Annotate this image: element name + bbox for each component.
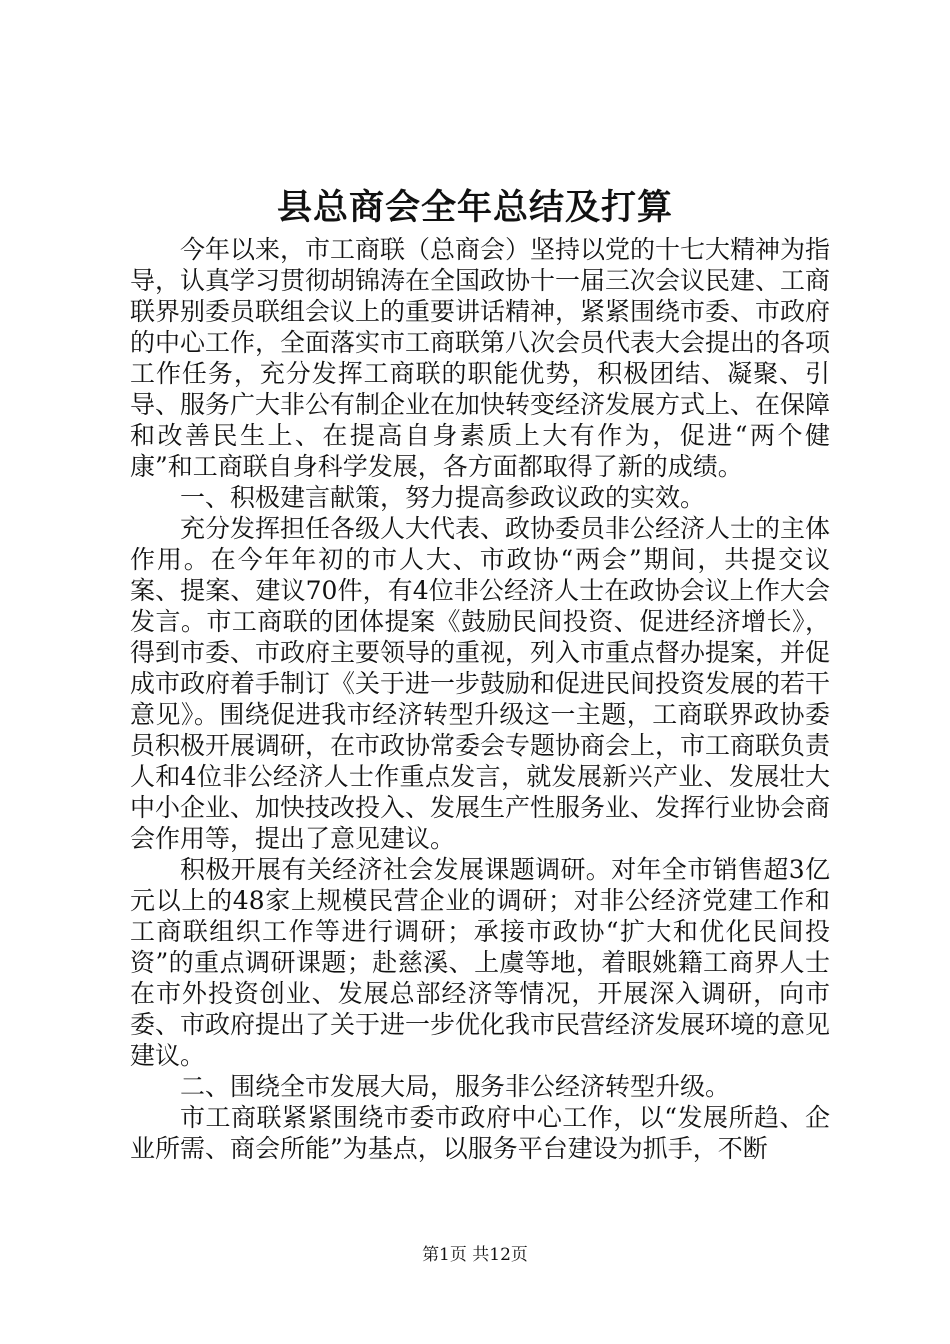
document-title: 县总商会全年总结及打算 [276,187,673,228]
paragraph-section-2-a: 市工商联紧紧围绕市委市政府中心工作，以“发展所趋、企业所需、商会所能”为基点，以服务平台建设为抓手，不断 [130,1103,830,1163]
section-heading-2: 二、围绕全市发展大局，服务非公经济转型升级。 [180,1072,731,1101]
paragraph-section-1-b: 积极开展有关经济社会发展课题调研。对年全市销售超3亿元以上的48家上规模民营企业的调研；对非公经济党建工作和工商联组织工作等进行调研；承接市政协“扩大和优化民间投资”的重点调研课题；赴慈溪、上虞等地，着眼姚籍工商界人士在市外投资创业、发展总部经济等情况，开展深入调研，向市委、市政府提出了关于进一步优化我市民营经济发展环境的意见建议。 [130,855,831,1070]
paragraph-intro: 今年以来，市工商联（总商会）坚持以党的十七大精神为指导，认真学习贯彻胡锦涛在全国政协十一届三次会议民建、工商联界别委员联组会议上的重要讲话精神，紧紧围绕市委、市政府的中心工作，全面落实市工商联第八次会员代表大会提出的各项工作任务，充分发挥工商联的职能优势，积极团结、凝聚、引导、服务广大非公有制企业在加快转变经济发展方式上、在保障和改善民生上、在提高自身素质上大有作为，促进“两个健康”和工商联自身科学发展，各方面都取得了新的成绩。 [130,235,831,481]
document-body [130,234,830,1164]
section-heading-1: 一、积极建言献策，努力提高参政议政的实效。 [180,483,706,512]
paragraph-section-1-a: 充分发挥担任各级人大代表、政协委员非公经济人士的主体作用。在今年年初的市人大、市政协“两会”期间，共提交议案、提案、建议70件，有4位非公经济人士在政协会议上作大会发言。市工商联的团体提案《鼓励民间投资、促进经济增长》，得到市委、市政府主要领导的重视，列入市重点督办提案，并促成市政府着手制订《关于进一步鼓励和促进民间投资发展的若干意见》。围绕促进我市经济转型升级这一主题，工商联界政协委员积极开展调研，在市政协常委会专题协商会上，市工商联负责人和4位非公经济人士作重点发言，就发展新兴产业、发展壮大中小企业、加快技改投入、发展生产性服务业、发挥行业协会商会作用等，提出了意见建议。 [130,514,831,853]
page-footer: 第1页 共12页 [422,1245,528,1265]
